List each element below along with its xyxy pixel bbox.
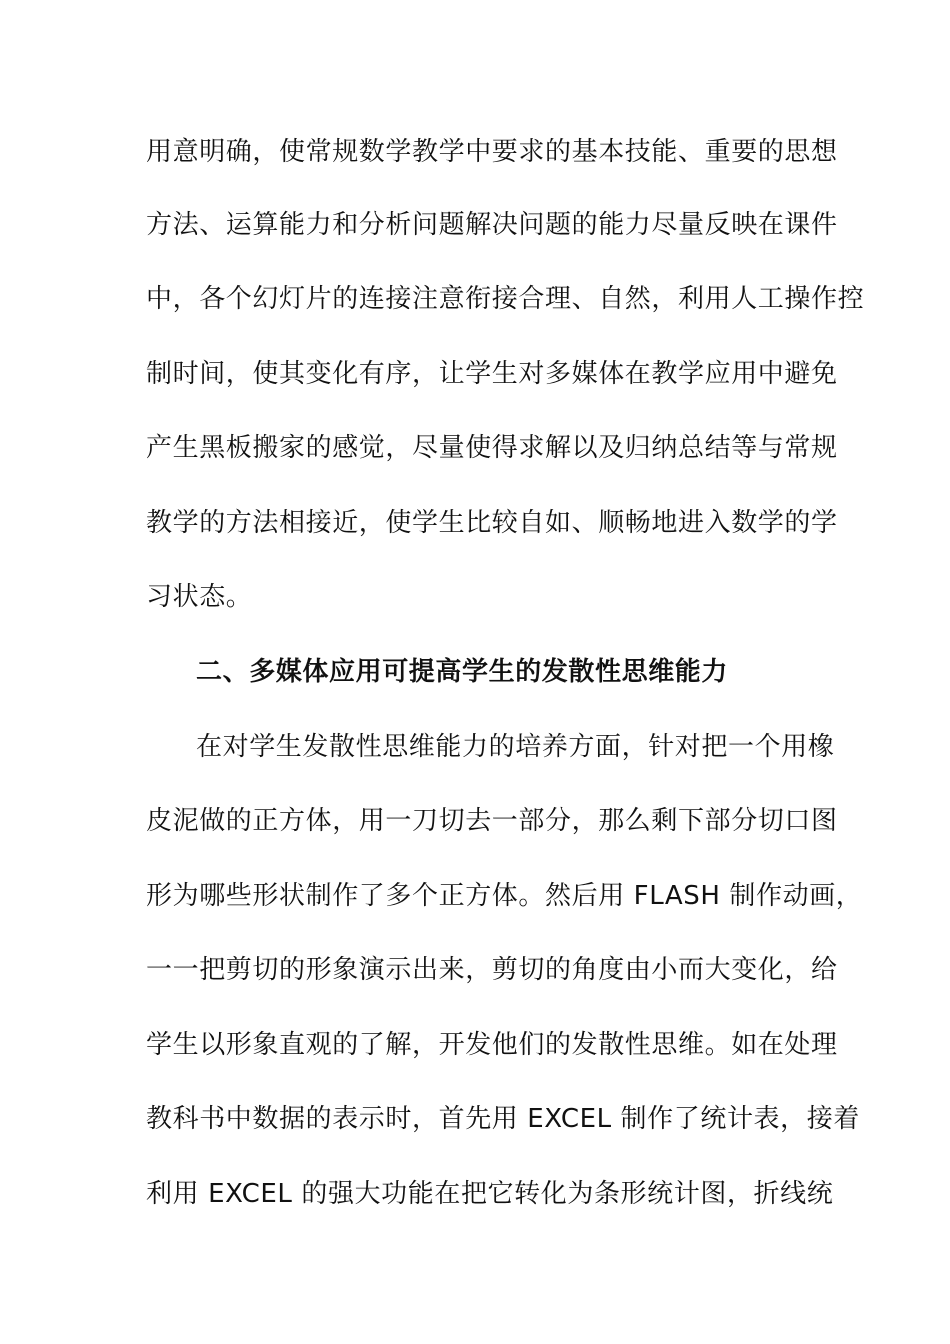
paragraph-line: 形为哪些形状制作了多个正方体。然后用 FLASH 制作动画， <box>146 881 863 911</box>
paragraph-line: 皮泥做的正方体，用一刀切去一部分，那么剩下部分切口图 <box>146 806 838 836</box>
paragraph-line: 中，各个幻灯片的连接注意衔接合理、自然，利用人工操作控 <box>146 284 865 314</box>
paragraph-line: 产生黑板搬家的感觉，尽量使得求解以及归纳总结等与常规 <box>146 433 838 463</box>
paragraph-line: 用意明确，使常规数学教学中要求的基本技能、重要的思想 <box>146 137 838 167</box>
paragraph-line: 学生以形象直观的了解，开发他们的发散性思维。如在处理 <box>146 1030 838 1060</box>
paragraph-line: 方法、运算能力和分析问题解决问题的能力尽量反映在课件 <box>146 210 838 240</box>
paragraph-line: 在对学生发散性思维能力的培养方面，针对把一个用橡 <box>196 732 835 762</box>
paragraph-line: 制时间，使其变化有序，让学生对多媒体在教学应用中避免 <box>146 359 838 389</box>
paragraph-line: 习状态。 <box>146 582 253 612</box>
paragraph-line: 教学的方法相接近，使学生比较自如、顺畅地进入数学的学 <box>146 508 838 538</box>
paragraph-line: 利用 EXCEL 的强大功能在把它转化为条形统计图，折线统 <box>146 1179 834 1209</box>
section-heading: 二、多媒体应用可提高学生的发散性思维能力 <box>196 657 729 687</box>
paragraph-line: 一一把剪切的形象演示出来，剪切的角度由小而大变化，给 <box>146 955 838 985</box>
paragraph-line: 教科书中数据的表示时，首先用 EXCEL 制作了统计表，接着 <box>146 1104 860 1134</box>
